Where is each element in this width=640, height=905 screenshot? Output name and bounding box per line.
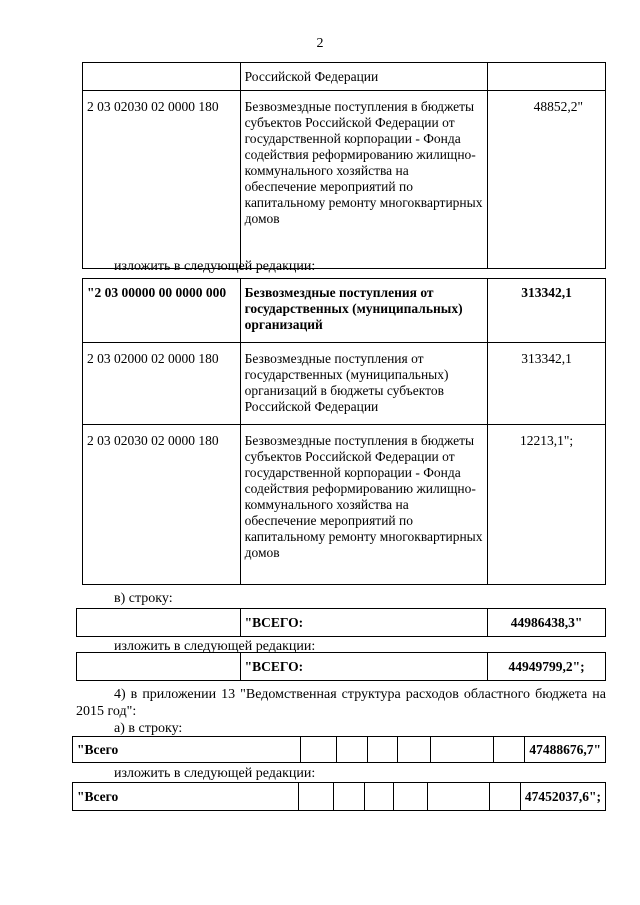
total-value: 44986438,3": [488, 609, 606, 637]
total-value: 47452037,6";: [520, 783, 605, 811]
table-row: [83, 91, 606, 269]
total-label: "Всего: [73, 783, 299, 811]
value-cell: 12213,1";: [488, 425, 606, 585]
code-cell: 2 03 02000 02 0000 180: [83, 343, 241, 425]
total-label: "ВСЕГО:: [240, 653, 488, 681]
total-table-old: [76, 608, 606, 637]
total-table-new: [76, 652, 606, 681]
total-value: 44949799,2";: [488, 653, 606, 681]
name-cell: Российской Федерации: [240, 63, 488, 91]
instruction-text: а) в строку:: [114, 721, 183, 736]
name-cell: Безвозмездные поступления в бюджеты субъектов Российской Федерации от государственной корпорации - Фонда содействия реформированию жилищно-коммунального хозяйства на обеспечение мероприятий по капитальному ремонту многоквартирных домов: [240, 91, 488, 269]
instruction-text: изложить в следующей редакции:: [114, 766, 316, 781]
table-row: [83, 63, 606, 91]
instruction-text: изложить в следующей редакции:: [114, 639, 316, 654]
value-cell: [488, 63, 606, 91]
revenue-table-new: [82, 278, 606, 585]
table-row: [77, 609, 606, 637]
code-cell: "2 03 00000 00 0000 000: [83, 279, 241, 343]
table-row: [73, 737, 606, 763]
name-cell: Безвозмездные поступления от государственных (муниципальных) организаций: [240, 279, 488, 343]
total-value: 47488676,7": [525, 737, 606, 763]
value-cell: 48852,2": [488, 91, 606, 269]
departmental-total-old: [72, 736, 606, 763]
value-cell: 313342,1: [488, 343, 606, 425]
instruction-text: в) строку:: [114, 591, 173, 606]
name-cell: Безвозмездные поступления в бюджеты субъектов Российской Федерации от государственной корпорации - Фонда содействия реформированию жилищно-коммунального хозяйства на обеспечение мероприятий по капитальному ремонту многоквартирных домов: [240, 425, 488, 585]
instruction-text: изложить в следующей редакции:: [114, 259, 316, 274]
page-number: 2: [316, 36, 324, 51]
paragraph-item-4: 4) в приложении 13 "Ведомственная структура расходов областного бюджета на 2015 год":: [76, 687, 606, 719]
table-row: [83, 425, 606, 585]
value-cell: 313342,1: [488, 279, 606, 343]
departmental-total-new: [72, 782, 606, 811]
name-cell: Безвозмездные поступления от государственных (муниципальных) организаций в бюджеты субъектов Российской Федерации: [240, 343, 488, 425]
code-cell: [83, 63, 241, 91]
code-cell: 2 03 02030 02 0000 180: [83, 91, 241, 269]
table-row: [83, 343, 606, 425]
revenue-table-old: [82, 62, 606, 269]
code-cell: 2 03 02030 02 0000 180: [83, 425, 241, 585]
total-label: "ВСЕГО:: [240, 609, 488, 637]
table-row: [73, 783, 606, 811]
table-row: [77, 653, 606, 681]
total-label: "Всего: [73, 737, 301, 763]
table-row: [83, 279, 606, 343]
